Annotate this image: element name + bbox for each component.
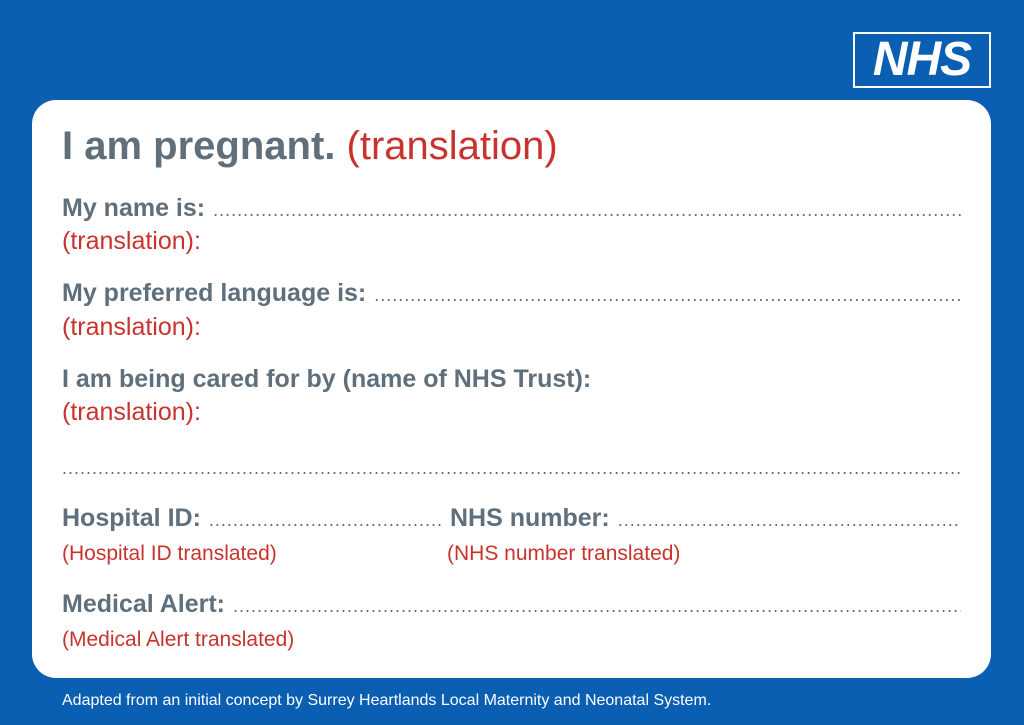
card-title	[62, 122, 558, 170]
footer-credit: Adapted from an initial concept by Surrey Heartlands Local Maternity and Neonatal System.	[62, 692, 712, 709]
language-row	[62, 277, 961, 309]
name-label: My name is:	[62, 194, 206, 222]
pregnancy-card	[32, 100, 991, 678]
title-translation: (translation)	[346, 124, 558, 168]
trust-dotted-line[interactable]	[62, 458, 961, 479]
trust-translation: (translation):	[62, 398, 201, 426]
hospital-id-label: Hospital ID:	[62, 504, 201, 532]
medical-alert-label: Medical Alert:	[62, 590, 226, 618]
medical-alert-dotted-line[interactable]	[233, 596, 961, 617]
nhs-number-row	[450, 502, 960, 534]
nhs-number-dotted-line[interactable]	[618, 510, 960, 531]
name-translation: (translation):	[62, 227, 201, 255]
hospital-id-translation: (Hospital ID translated)	[62, 542, 277, 565]
nhs-logo-text: NHS	[855, 34, 989, 86]
medical-alert-row	[62, 588, 961, 620]
title-text: I am pregnant.	[62, 124, 336, 168]
nhs-number-label: NHS number:	[450, 504, 610, 532]
trust-label: I am being cared for by (name of NHS Trust):	[62, 365, 592, 393]
language-translation: (translation):	[62, 313, 201, 341]
nhs-logo	[853, 32, 991, 88]
medical-alert-translation: (Medical Alert translated)	[62, 628, 295, 651]
language-dotted-line[interactable]	[374, 285, 961, 306]
language-label: My preferred language is:	[62, 279, 367, 307]
hospital-id-row	[62, 502, 442, 534]
nhs-number-translation: (NHS number translated)	[447, 542, 681, 565]
trust-row	[62, 363, 961, 395]
hospital-id-dotted-line[interactable]	[209, 510, 442, 531]
name-dotted-line[interactable]	[213, 200, 961, 221]
name-row	[62, 192, 961, 224]
